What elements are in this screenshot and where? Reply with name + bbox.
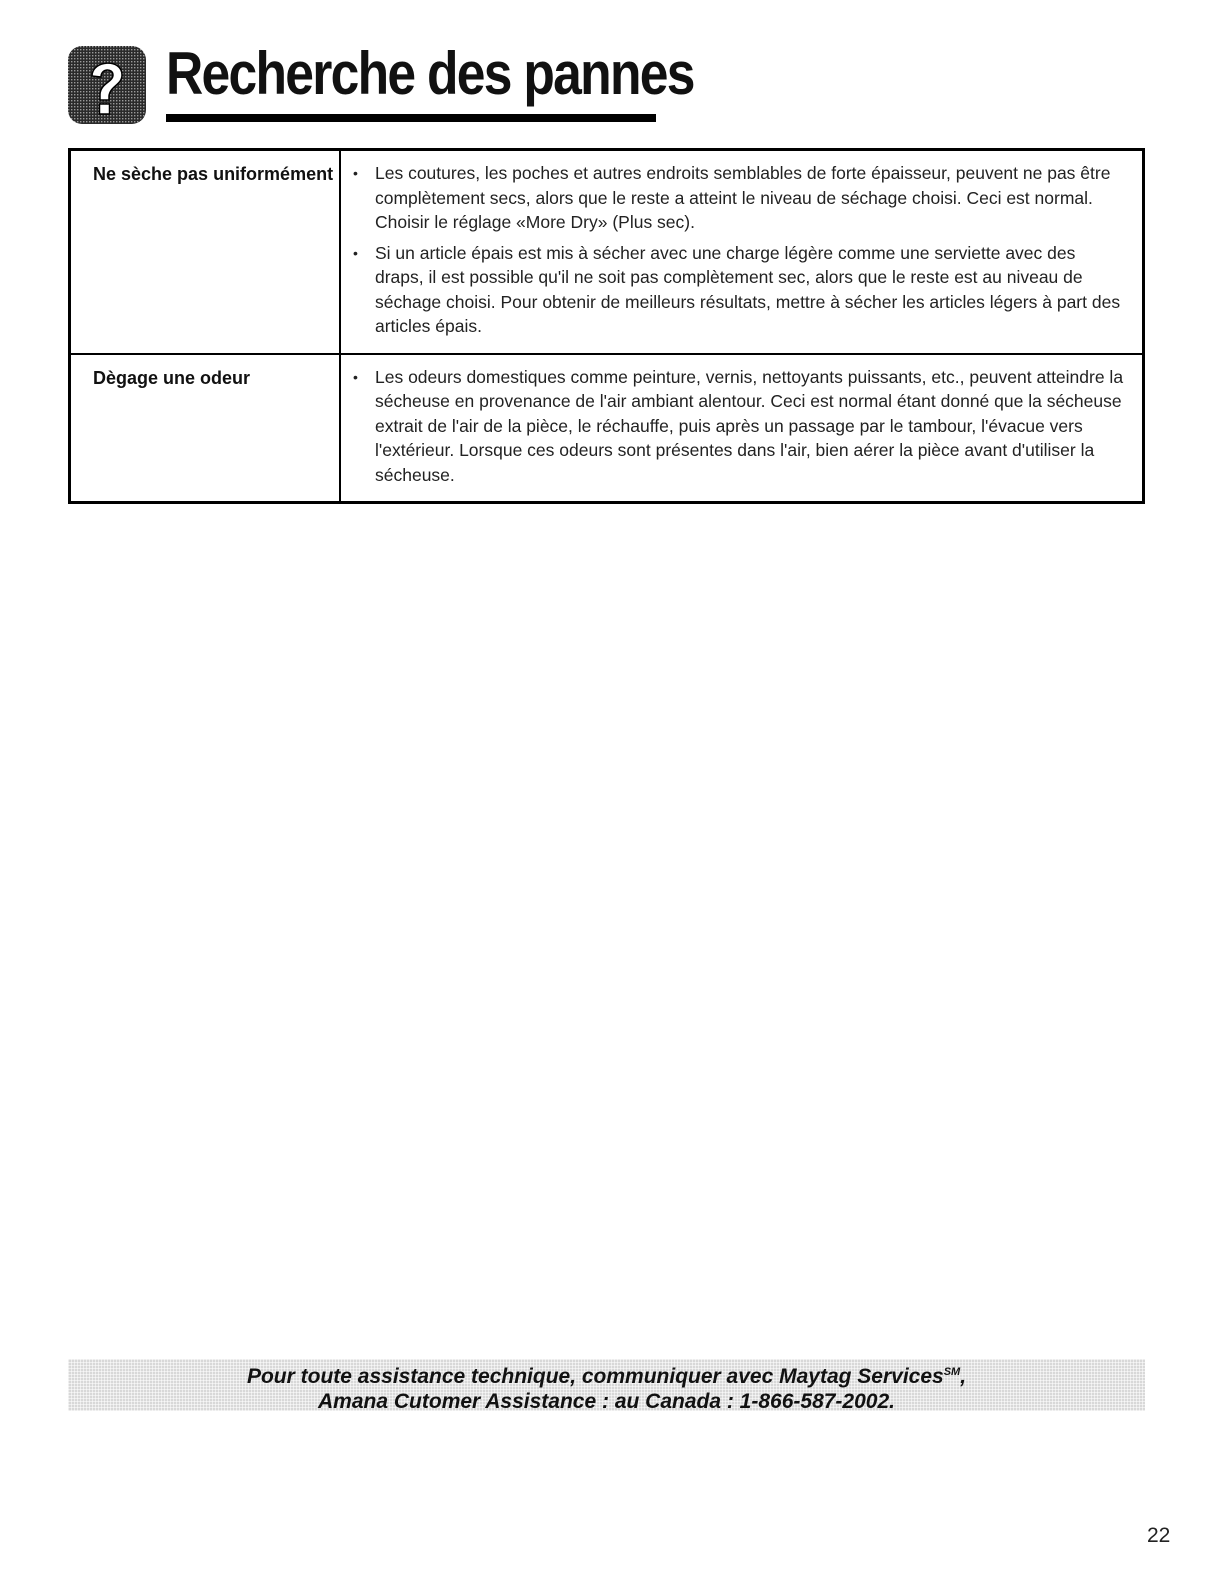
solution-cell	[340, 354, 1144, 503]
solution-text: Les odeurs domestiques comme peinture, vernis, nettoyants puissants, etc., peuvent atteindre la sécheuse en provenance de l'air ambiant alentour. Ceci est normal étant donné que la sécheuse extrait de l'air de la pièce, le réchauffe, puis après un passage par le tambour, l'évacue vers l'extérieur. Lorsque ces odeurs sont présentes dans l'air, bien aérer la pièce avant d'utiliser la sécheuse.	[375, 366, 1124, 485]
title-underline	[166, 114, 656, 122]
question-mark-icon	[68, 46, 146, 124]
assistance-line-2: Amana Cutomer Assistance : au Canada : 1-866-587-2002.	[318, 1390, 895, 1413]
solution-list	[353, 161, 1124, 339]
solution-list	[353, 365, 1124, 488]
assistance-text: Pour toute assistance technique, communiquer avec Maytag Services	[246, 1365, 944, 1388]
list-item	[353, 365, 1124, 488]
page-number: 22	[1147, 1524, 1171, 1547]
bullet-icon: •	[353, 165, 358, 181]
list-item	[353, 241, 1124, 339]
solution-text: Si un article épais est mis à sécher avec une charge légère comme une serviette avec des draps, il est possible qu'il ne soit pas complètement sec, alors que le reste est au niveau de séchage choisi. Pour obtenir de meilleurs résultats, mettre à sécher les articles légers à part des articles épais.	[375, 242, 1121, 336]
page-header	[68, 38, 694, 124]
bullet-icon: •	[353, 244, 358, 261]
solution-cell	[340, 150, 1144, 354]
table-row	[70, 354, 1144, 503]
table-row	[70, 150, 1144, 354]
assistance-punct: ,	[960, 1365, 967, 1388]
page-title: Recherche des pannes	[166, 40, 694, 107]
assistance-banner	[68, 1359, 1145, 1411]
assistance-line-1	[68, 1360, 1145, 1389]
problem-label: Dègage une odeur	[70, 354, 341, 503]
list-item	[353, 161, 1124, 235]
troubleshooting-table	[68, 148, 1145, 504]
service-mark: SM	[943, 1366, 961, 1378]
bullet-icon: •	[353, 368, 358, 385]
problem-label: Ne sèche pas uniformément	[70, 150, 341, 354]
solution-text: Les coutures, les poches et autres endroits semblables de forte épaisseur, peuvent ne pas être complètement secs, alors que le reste a atteint le niveau de séchage choisi. Ceci est normal. Choisir le réglage «More Dry» (Plus sec).	[375, 163, 1111, 232]
